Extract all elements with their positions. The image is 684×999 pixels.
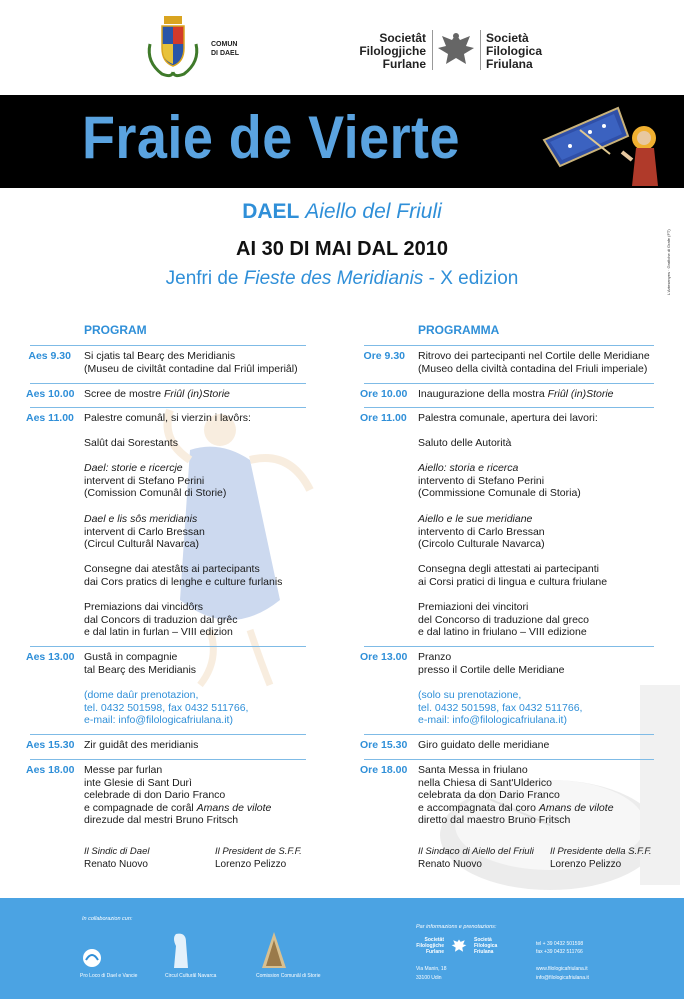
time-label: Aes 10.00 — [26, 388, 75, 400]
sf-name-line: Filologjiche — [359, 44, 426, 58]
program-item — [84, 764, 271, 827]
program-item — [418, 513, 545, 551]
partner-name: Comission Comunâl di Storie — [256, 973, 321, 979]
program-line: Consegna degli attestati ai partecipanti — [418, 563, 599, 575]
program-item — [418, 350, 650, 375]
eagle-icon — [436, 28, 476, 72]
comun-label-line: COMUN — [211, 41, 238, 48]
sf-name-line: Società — [486, 31, 529, 45]
collaboration-label: In collaborazion cun: — [82, 916, 133, 922]
page-title: Fraie de Vierte — [82, 104, 460, 171]
program-line: dal Concors di traduzion dal grêc — [84, 613, 238, 626]
program-line: diretto dal maestro Bruno Fritsch — [418, 814, 571, 827]
info-label: Par informazions e prenotazions: — [416, 924, 497, 930]
program-item: Salût dai Sorestants — [84, 437, 178, 449]
sf-footer-furlane — [414, 937, 444, 955]
program-line: dai Cors pratics di lenghe e culture furlanis — [84, 575, 283, 588]
program-item — [418, 651, 564, 676]
program-line: e-mail: info@filologicafriulana.it) — [84, 714, 233, 727]
program-line: e dal latino in friulano – VIII edizione — [418, 626, 587, 639]
program-line: Pranzo — [418, 651, 452, 663]
program-line: e dal latin in furlan – VIII edizion — [84, 626, 233, 639]
exhibition-name: Friûl (in)Storie — [547, 388, 614, 400]
time-label: Aes 9.30 — [28, 350, 71, 362]
program-item: Zir guidât des meridianis — [84, 739, 199, 751]
program-line: celebrata da don Dario Franco — [418, 789, 560, 802]
program-line: e-mail: info@filologicafriulana.it) — [418, 714, 567, 727]
partner-name: Circul Culturâl Navarca — [165, 973, 217, 979]
time-label: Aes 13.00 — [26, 651, 75, 663]
divider — [432, 30, 433, 70]
sf-name-line: Filologjiche — [416, 943, 444, 949]
program-item — [84, 651, 196, 676]
festival-edition: - X edizion — [423, 268, 519, 289]
sf-footer-italian — [474, 937, 497, 955]
time-label: Ore 13.00 — [360, 651, 408, 663]
divider — [364, 345, 654, 346]
booking-info — [418, 689, 582, 727]
place-name-italian: Aiello del Friuli — [305, 200, 442, 223]
program-line: intervent di Stefano Perini — [84, 474, 205, 487]
program-line: Santa Messa in friulano — [418, 764, 528, 776]
program-line: del Concorso di traduzione dal greco — [418, 613, 590, 626]
program-line: tel. 0432 501598, fax 0432 511766, — [418, 701, 583, 714]
program-line: (Circolo Culturale Navarca) — [418, 538, 545, 551]
program-line: intervento di Stefano Perini — [418, 474, 545, 487]
talk-title: Aiello: storia e ricerca — [418, 462, 519, 474]
signature-name: Renato Nuovo — [418, 859, 482, 870]
program-item — [84, 388, 230, 401]
signature-role: Il Presidente della S.F.F. — [550, 846, 652, 857]
signature-name: Lorenzo Pelizzo — [215, 859, 287, 870]
program-line: e accompagnata dal coro — [418, 801, 539, 814]
comun-label — [211, 40, 239, 58]
divider — [30, 646, 306, 647]
fax: fax +39 0432 511766 — [536, 949, 583, 955]
program-line: Premiazions dai vincidôrs — [84, 601, 204, 613]
divider — [364, 383, 654, 384]
program-line: (solo su prenotazione, — [418, 689, 522, 701]
sf-name-line: Furlane — [425, 949, 444, 955]
talk-title: Dael: storie e ricercje — [84, 462, 183, 474]
sf-name-italian — [486, 32, 542, 71]
event-date: AI 30 DI MAI DAL 2010 — [236, 238, 448, 260]
signature-name: Renato Nuovo — [84, 859, 148, 870]
divider — [364, 646, 654, 647]
time-label: Ore 11.00 — [360, 412, 407, 424]
time-label: Ore 9.30 — [363, 350, 405, 362]
program-line: (Commissione Comunale di Storia) — [418, 487, 581, 500]
signature-role: Il Sindaco di Aiello del Friuli — [418, 846, 534, 857]
program-line: (Museu de civiltât contadine dal Friûl imperiâl) — [84, 362, 298, 375]
program-line: e compagnade de corâl — [84, 801, 197, 814]
sf-name-line: Societât — [424, 937, 444, 943]
program-heading-furlan: PROGRAM — [84, 323, 147, 337]
program-item — [84, 601, 238, 639]
festival-prefix: Jenfri de — [165, 268, 244, 289]
email-link[interactable]: info@filologicafriulana.it — [536, 975, 589, 981]
program-item: Saluto delle Autorità — [418, 437, 512, 449]
divider — [30, 407, 306, 408]
program-line: tel. 0432 501598, fax 0432 511766, — [84, 701, 249, 714]
place-name: DAEL — [242, 200, 300, 223]
exhibition-name: Friûl (in)Storie — [163, 388, 230, 400]
divider — [364, 407, 654, 408]
signature-role: Il Sindic di Dael — [84, 846, 150, 857]
sf-name-line: Furlane — [382, 57, 426, 71]
program-item — [84, 513, 205, 551]
signature-name: Lorenzo Pelizzo — [550, 859, 622, 870]
choir-name: Amans de vilote — [196, 801, 272, 814]
program-line: direzude dal mestri Bruno Fritsch — [84, 814, 239, 827]
proloco-logo-icon — [82, 948, 102, 968]
program-item — [418, 764, 614, 827]
program-line: celebrade di don Dario Franco — [84, 789, 226, 802]
booking-info — [84, 689, 248, 727]
comun-crest-icon — [142, 14, 204, 80]
time-label: Aes 18.00 — [26, 764, 75, 776]
program-heading-italian: PROGRAMMA — [418, 323, 500, 337]
talk-title: Dael e lis sôs meridianis — [84, 513, 198, 525]
program-line: (Museo della civiltà contadina del Friuli imperiale) — [418, 362, 648, 375]
sf-name-line: Filologica — [486, 44, 543, 58]
zodiac-art-icon — [540, 100, 680, 188]
sf-name-line: Società — [474, 937, 492, 943]
place-line — [0, 200, 684, 224]
program-line: inte Glesie di Sant Durì — [84, 776, 192, 789]
divider — [364, 759, 654, 760]
program-line: tal Bearç des Meridianis — [84, 663, 197, 676]
commission-logo-icon — [260, 930, 288, 970]
time-label: Ore 18.00 — [360, 764, 408, 776]
program-line: Inaugurazione della mostra — [418, 388, 548, 400]
time-label: Aes 15.30 — [26, 739, 75, 751]
sf-name-furlane — [340, 32, 426, 71]
sf-name-line: Friulana — [474, 949, 494, 955]
program-line: Gustâ in compagnie — [84, 651, 178, 663]
partner-name: Pro Loco di Dael e Vancie — [80, 973, 138, 979]
navarca-logo-icon — [170, 930, 192, 970]
program-line: Scree de mostre — [84, 388, 164, 400]
website-link[interactable]: www.filologicafriulana.it — [536, 966, 588, 972]
program-item: Palestra comunale, apertura dei lavori: — [418, 412, 598, 424]
program-item — [418, 601, 589, 639]
choir-name: Amans de vilote — [538, 801, 614, 814]
program-item: Giro guidato delle meridiane — [418, 739, 550, 751]
time-label: Ore 15.30 — [360, 739, 408, 751]
address-line: Via Manin, 18 — [416, 966, 447, 972]
program-line: intervento di Carlo Bressan — [418, 525, 545, 538]
time-label: Aes 11.00 — [26, 412, 74, 424]
program-line: presso il Cortile delle Meridiane — [418, 663, 565, 676]
program-line: Consegne dai atestâts ai partecipants — [84, 563, 260, 575]
divider — [480, 30, 481, 70]
sf-name-line: Friulana — [486, 57, 533, 71]
divider — [30, 759, 306, 760]
program-item — [84, 350, 298, 375]
program-line: Si cjatis tal Bearç des Meridianis — [84, 350, 236, 362]
sf-name-line: Filologica — [474, 943, 498, 949]
comun-label-line: DI DAEL — [211, 50, 239, 57]
phone: tel + 39 0432 501598 — [536, 941, 584, 947]
program-line: Ritrovo dei partecipanti nel Cortile delle Meridiane — [418, 350, 650, 362]
signature-role: Il President de S.F.F. — [215, 846, 302, 857]
program-line: (Circul Culturâl Navarca) — [84, 538, 199, 551]
divider — [30, 345, 306, 346]
program-line: (Comission Comunâl di Storie) — [84, 487, 227, 500]
sf-name-line: Societât — [379, 31, 426, 45]
time-label: Ore 10.00 — [360, 388, 408, 400]
festival-line — [0, 268, 684, 290]
program-item — [84, 462, 226, 500]
festival-name: Fieste des Meridianis — [243, 268, 424, 289]
divider — [364, 734, 654, 735]
talk-title: Aiello e le sue meridiane — [418, 513, 533, 525]
eagle-icon — [450, 937, 468, 955]
divider — [30, 734, 306, 735]
program-line: (dome daûr prenotazion, — [84, 689, 199, 701]
program-item — [418, 388, 614, 401]
program-line: intervent di Carlo Bressan — [84, 525, 205, 538]
address-line: 33100 Udin — [416, 975, 442, 981]
program-item — [418, 462, 581, 500]
program-line: nella Chiesa di Sant'Ulderico — [418, 776, 552, 789]
program-line: ai Corsi pratici di lingua e cultura friulane — [418, 575, 608, 588]
program-line: Messe par furlan — [84, 764, 163, 776]
print-credit: L'Artesenyes · Grafiche di Grafe (FT) — [666, 229, 671, 295]
program-item: Palestre comunâl, si vierzin i lavôrs: — [84, 412, 251, 424]
program-item — [84, 563, 282, 588]
program-item — [418, 563, 607, 588]
divider — [30, 383, 306, 384]
program-line: Premiazioni dei vincitori — [418, 601, 529, 613]
